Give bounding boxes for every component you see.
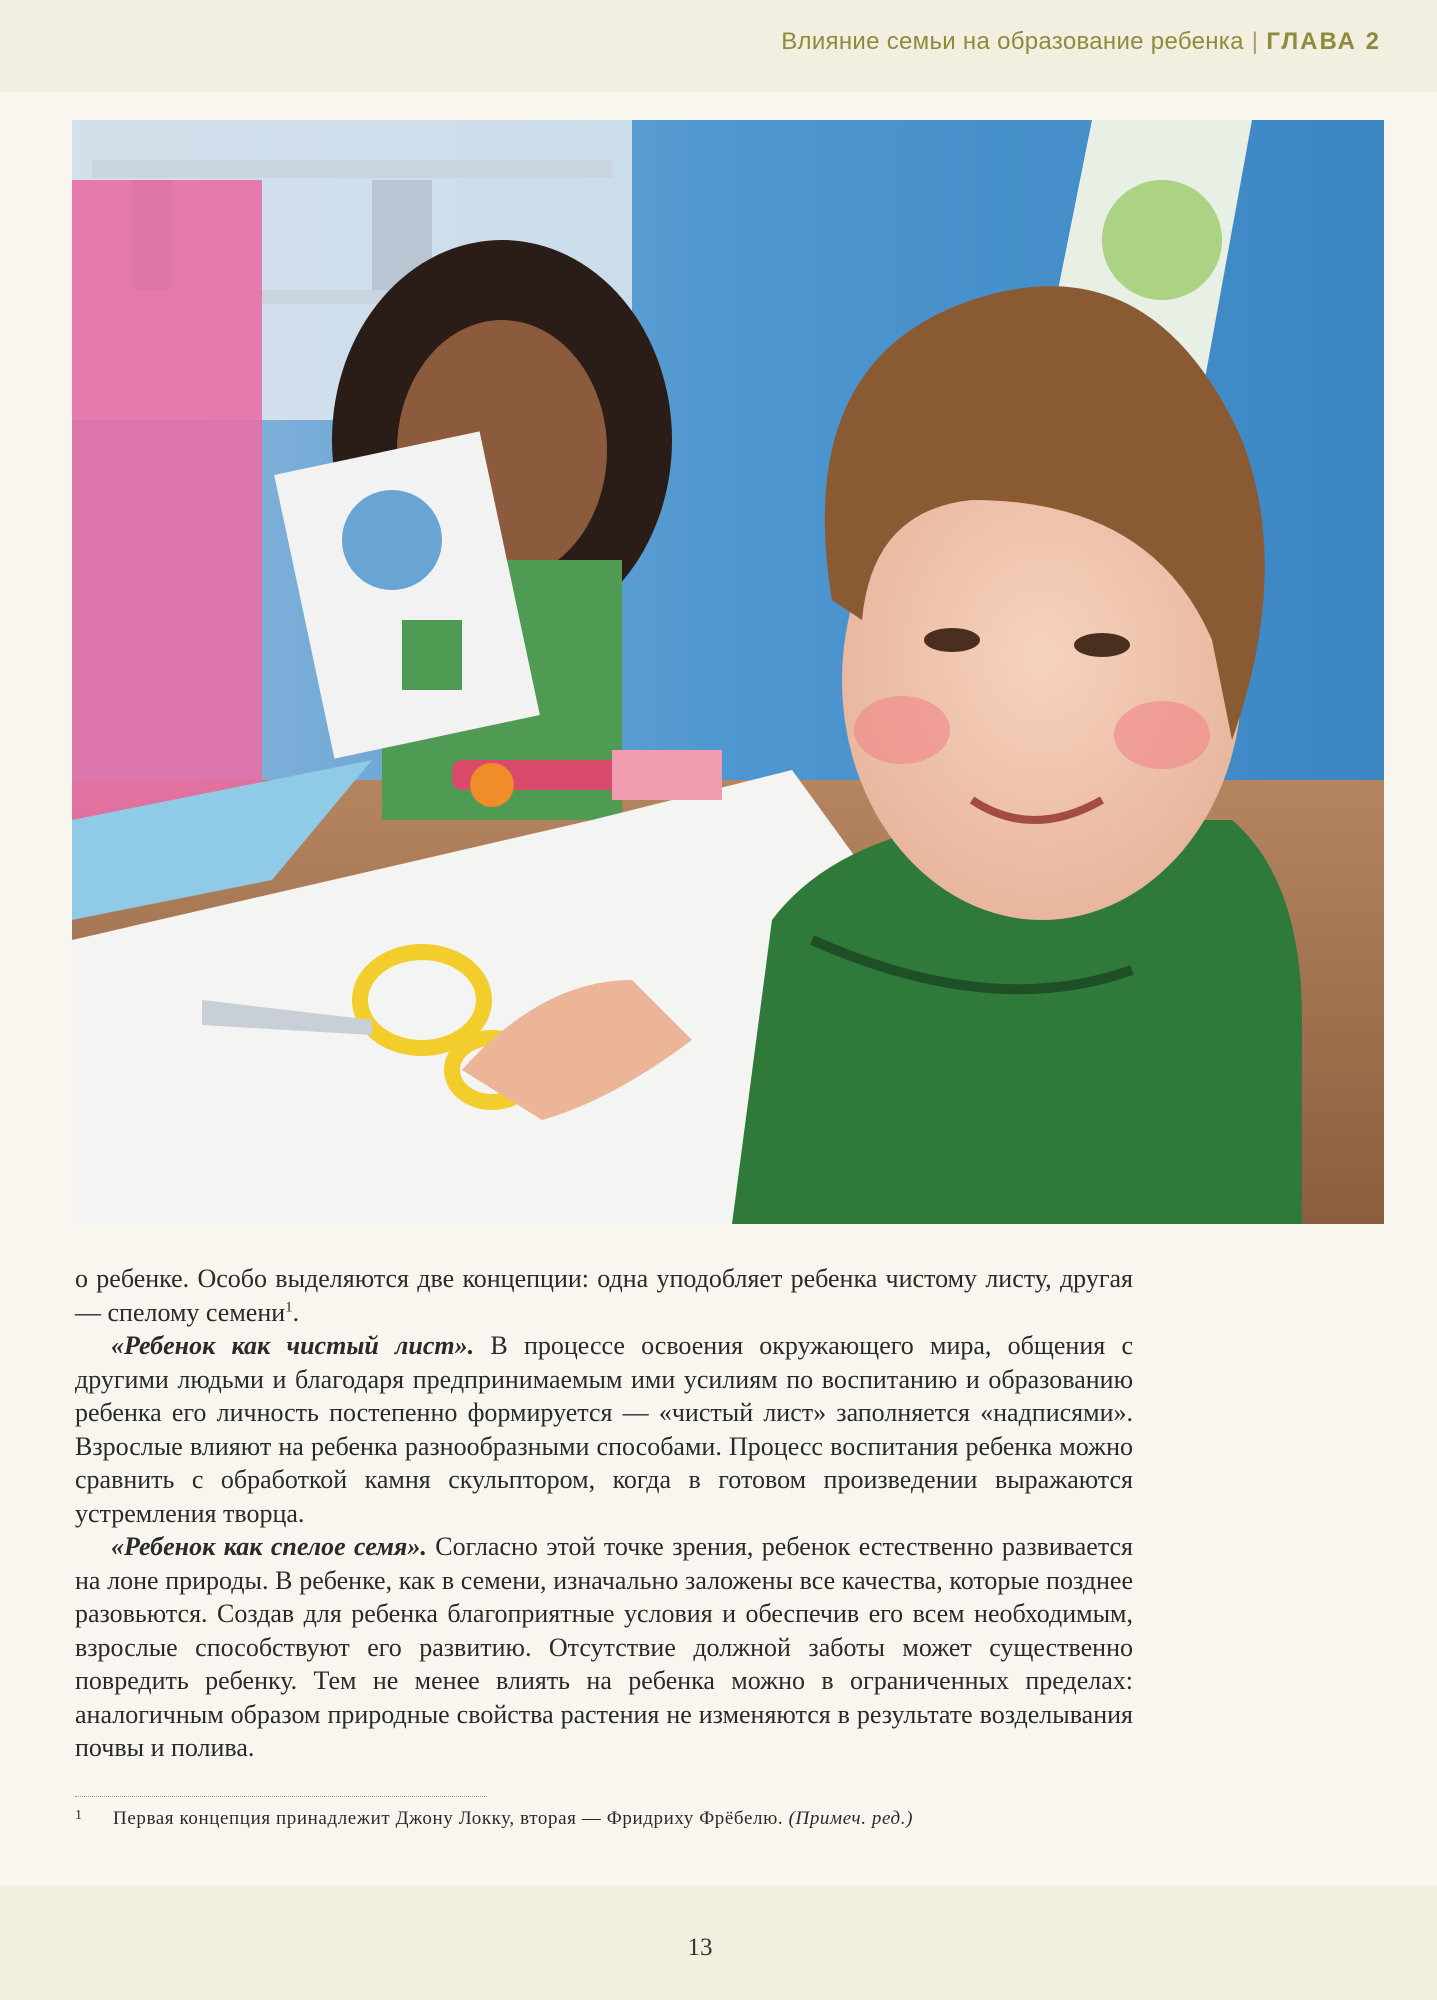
paragraph-3-text: Согласно этой точке зрения, ребенок естественно развивается на лоне природы. В ребенке, как в семени, изначально заложены все качества, которые позднее разовьются. Создав для ребенка благоприятные условия и обеспечив его всем необходимым, взрослые способствуют его развитию. Отсутствие должной заботы может существенно повредить ребенку. Тем не менее влиять на ребенка можно в ограниченных пределах: аналогичным образом природные свойства растения не изменяются в результате возделывания почвы и полива. bbox=[75, 1532, 1134, 1762]
paragraph-2 bbox=[75, 1329, 1133, 1530]
paragraph-1 bbox=[75, 1262, 1133, 1329]
footnote-number: 1 bbox=[75, 1808, 83, 1823]
header-separator: | bbox=[1251, 28, 1259, 55]
paragraph-1-text: о ребенке. Особо выделяются две концепции: одна уподобляет ребенка чистому листу, другая — спелому семени bbox=[75, 1264, 1133, 1327]
paragraph-2-text: В процессе освоения окружающего мира, общения с другими людьми и благодаря предпринимаемым ими усилиям по воспитанию и образованию ребенка его личность постепенно формируется — «чистый лист» заполняется «надписями». Взрослые влияют на ребенка разнообразными способами. Процесс воспитания ребенка можно сравнить с обработкой камня скульптором, когда в готовом произведении выражаются устремления творца. bbox=[75, 1331, 1133, 1528]
pink-shirt-child bbox=[72, 180, 262, 820]
chapter-label: ГЛАВА 2 bbox=[1266, 28, 1381, 55]
footnote-divider bbox=[75, 1796, 487, 1797]
footnote bbox=[75, 1808, 1175, 1830]
paragraph-1-end: . bbox=[292, 1297, 300, 1327]
running-header bbox=[781, 28, 1381, 56]
term-ripe-seed: «Ребенок как спелое семя». bbox=[111, 1532, 427, 1561]
body-text bbox=[75, 1262, 1133, 1765]
footnote-editor-note: (Примеч. ред.) bbox=[788, 1808, 914, 1829]
running-title: Влияние семьи на образование ребенка bbox=[781, 28, 1244, 55]
footnote-ref[interactable]: 1 bbox=[285, 1298, 293, 1315]
page-number: 13 bbox=[687, 1934, 713, 1961]
term-clean-slate: «Ребенок как чистый лист». bbox=[111, 1331, 475, 1360]
paragraph-3 bbox=[75, 1530, 1133, 1765]
photo-illustration bbox=[72, 120, 1384, 1224]
classroom-photo bbox=[72, 120, 1384, 1224]
footnote-text: Первая концепция принадлежит Джону Локку, вторая — Фридриху Фрёбелю. bbox=[113, 1808, 784, 1829]
